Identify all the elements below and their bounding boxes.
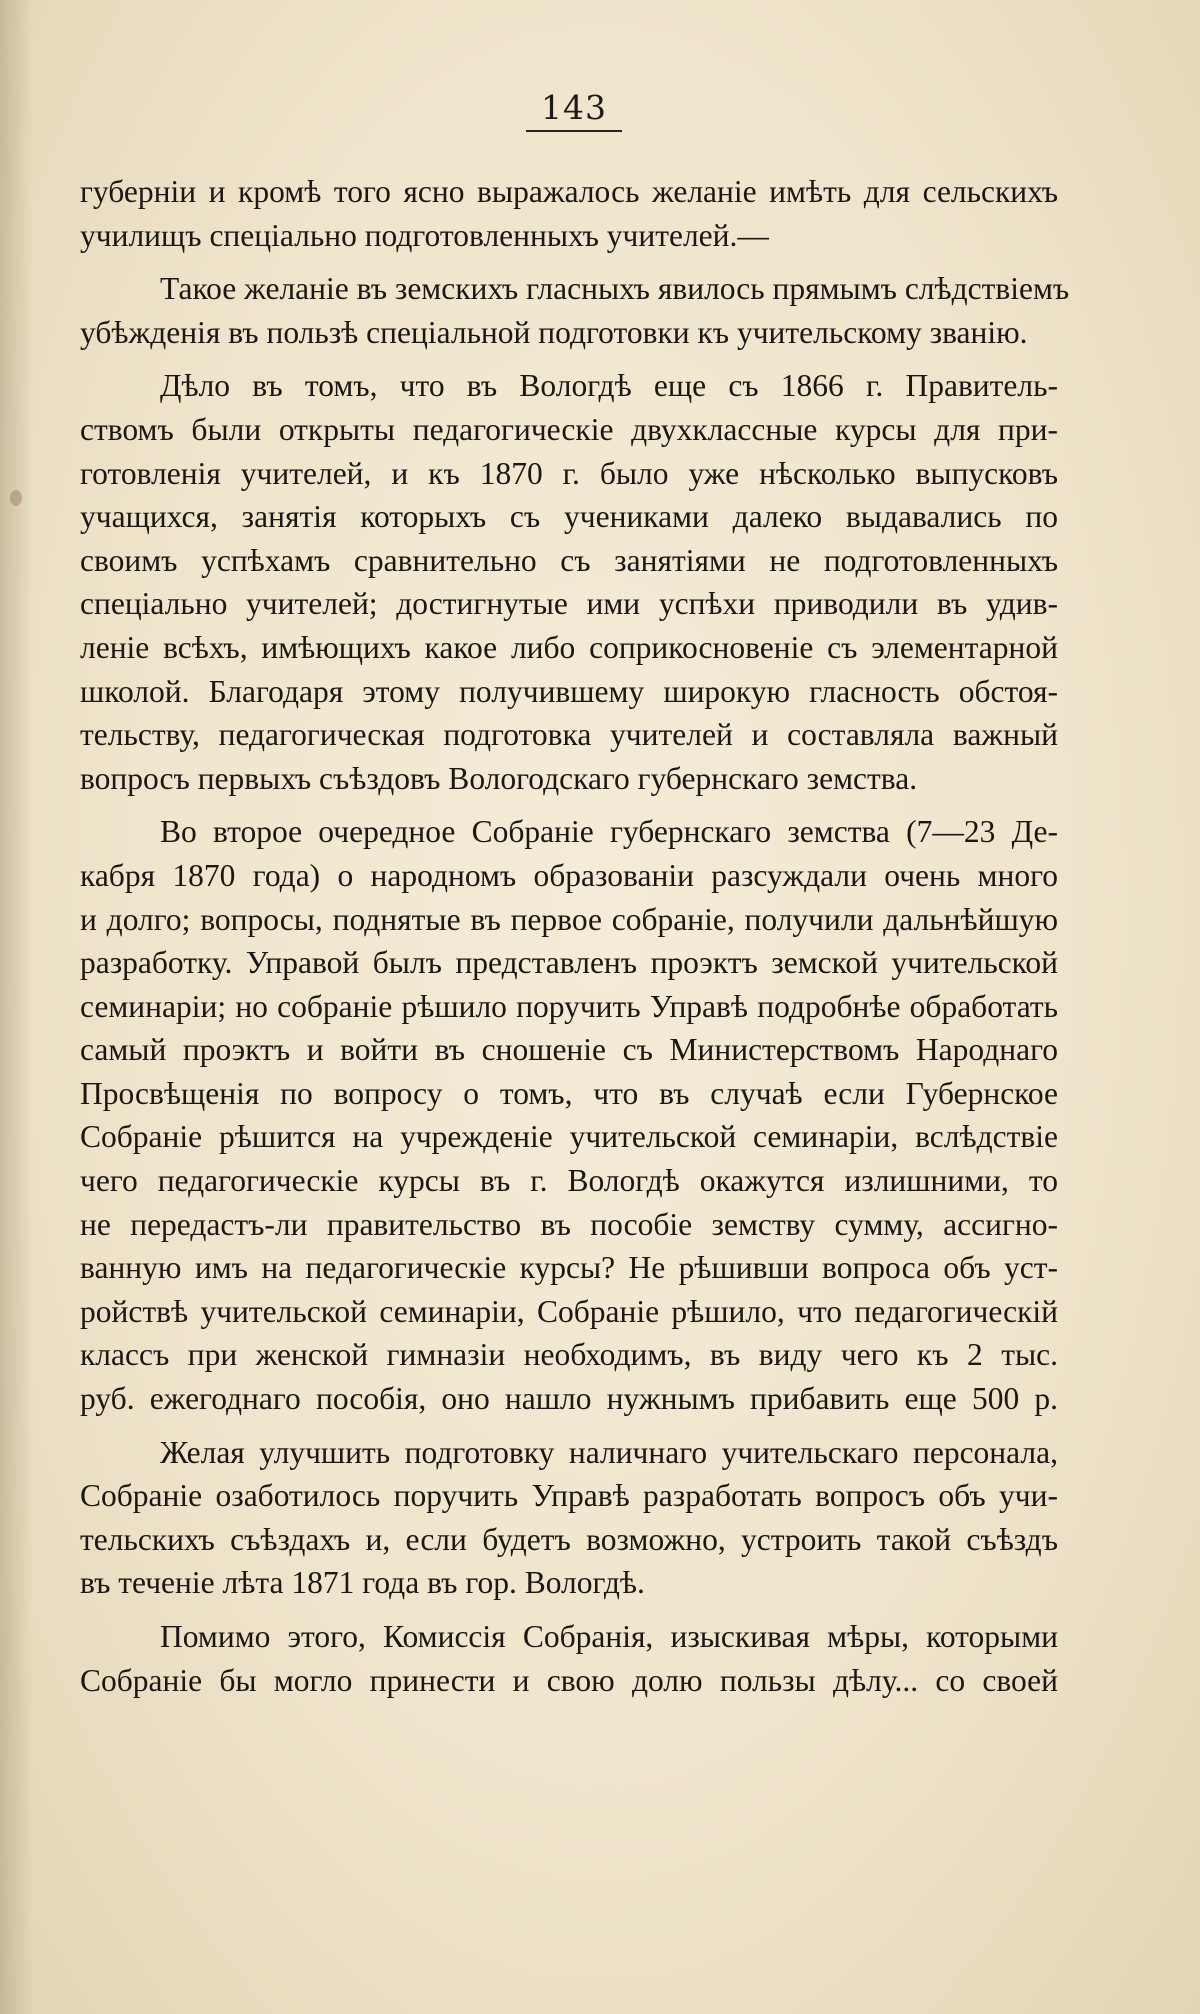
text-line: спеціально учителей; достигнутые ими успѣхи приводили въ удив- (80, 586, 1058, 622)
text-line: Помимо этого, Комиссія Собранія, изыскивая мѣры, которыми (160, 1619, 1058, 1654)
text-line: ройствѣ учительской семинаріи, Собраніе рѣшило, что педагогическій (80, 1293, 1058, 1329)
text-line: ванную имъ на педагогическіе курсы? Не рѣшивши вопроса объ уст- (80, 1250, 1058, 1286)
text-line: школой. Благодаря этому получившему широкую гласность обстоя- (80, 673, 1058, 709)
text-line: своимъ успѣхамъ сравнительно съ занятіями не подготовленныхъ (80, 542, 1058, 578)
text-line: и долго; вопросы, поднятые въ первое собраніе, получили дальнѣйшую (80, 901, 1058, 937)
text-line: кабря 1870 года) о народномъ образованіи разсуждали очень много (80, 857, 1058, 893)
text-line: готовленія учителей, и къ 1870 г. было уже нѣсколько выпусковъ (80, 455, 1058, 491)
text-line: Собраніе бы могло принести и свою долю пользы дѣлу... со своей (80, 1662, 1058, 1698)
text-line: Во второе очередное Собраніе губернскаго земства (7—23 Де- (160, 814, 1058, 850)
text-line: училищъ спеціально подготовленныхъ учителей.— (80, 217, 769, 253)
text-line: семинаріи; но собраніе рѣшило поручить Управѣ подробнѣе обработать (80, 988, 1058, 1024)
text-line: Такое желаніе въ земскихъ гласныхъ явилось прямымъ слѣдствіемъ (160, 271, 1070, 307)
text-line: леніе всѣхъ, имѣющихъ какое либо соприкосновеніе съ элементарной (80, 629, 1058, 665)
text-line: губерніи и кромѣ того ясно выражалось желаніе имѣть для сельскихъ (80, 174, 1058, 209)
text-line: Собраніе озаботилось поручить Управѣ разработать вопросъ объ учи- (80, 1478, 1058, 1514)
text-line: разработку. Управой былъ представленъ проэктъ земской учительской (80, 945, 1058, 981)
page-number: 143 (526, 88, 622, 132)
text-line: руб. ежегоднаго пособія, оно нашло нужнымъ прибавить еще 500 р. (80, 1381, 1058, 1417)
text-line: ствомъ были открыты педагогическіе двухклассные курсы для при- (80, 411, 1058, 447)
text-line: классъ при женской гимназіи необходимъ, въ виду чего къ 2 тыс. (80, 1337, 1058, 1373)
text-line: учащихся, занятія которыхъ съ учениками далеко выдавались по (80, 499, 1058, 535)
text-line: не передастъ-ли правительство въ пособіе земству сумму, ассигно- (80, 1206, 1058, 1242)
text-line: Просвѣщенія по вопросу о томъ, что въ случаѣ если Губернское (80, 1075, 1058, 1111)
text-line: въ теченіе лѣта 1871 года въ гор. Вологдѣ. (80, 1565, 645, 1601)
body-text (80, 170, 1070, 1702)
text-line: Дѣло въ томъ, что въ Вологдѣ еще съ 1866 г. Правитель- (160, 368, 1058, 404)
text-line: вопросъ первыхъ съѣздовъ Вологодскаго губернскаго земства. (80, 760, 918, 796)
text-line: убѣжденія въ пользѣ спеціальной подготовки къ учительскому званію. (80, 314, 1028, 350)
text-line: тельскихъ съѣздахъ и, если будетъ возможно, устроить такой съѣздъ (80, 1521, 1058, 1557)
text-line: самый проэктъ и войти въ сношеніе съ Министерствомъ Народнаго (80, 1032, 1058, 1068)
text-line: тельству, педагогическая подготовка учителей и составляла важный (80, 717, 1058, 753)
page-edge-shadow (0, 0, 34, 2014)
text-line: Собраніе рѣшится на учрежденіе учительской семинаріи, вслѣдствіе (80, 1119, 1058, 1155)
text-line: Желая улучшить подготовку наличнаго учительскаго персонала, (160, 1434, 1058, 1470)
foxing-spot (10, 490, 22, 506)
text-line: чего педагогическіе курсы въ г. Вологдѣ окажутся излишними, то (80, 1163, 1058, 1199)
